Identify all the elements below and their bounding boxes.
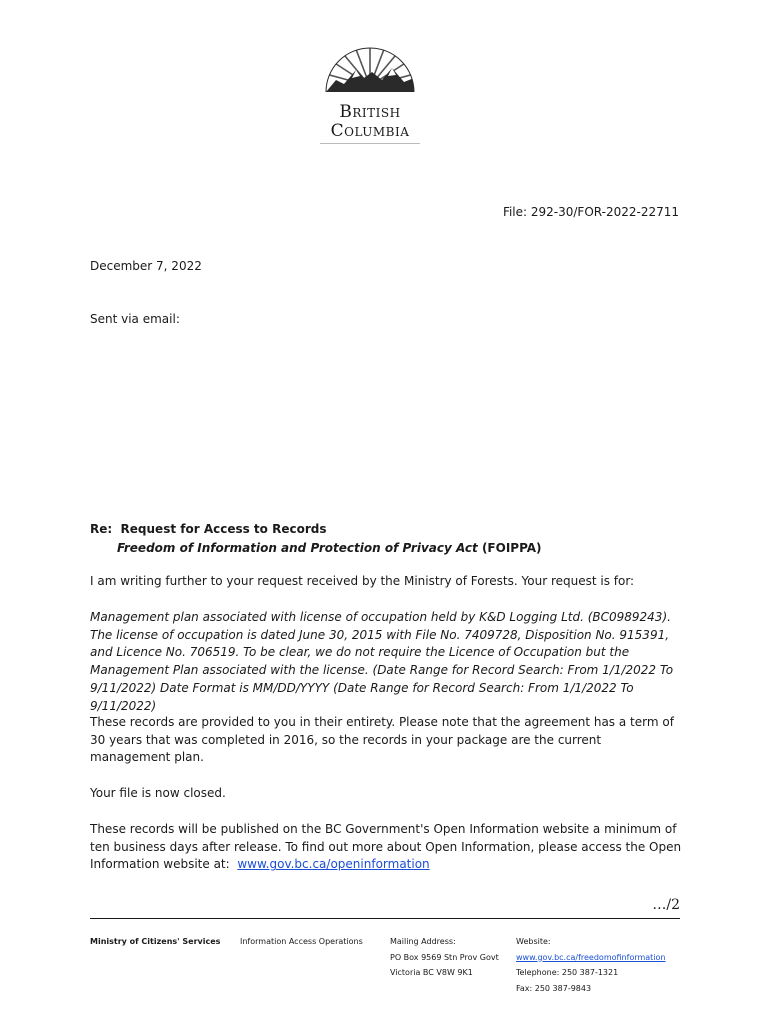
sent-via-line: Sent via email: — [90, 312, 180, 326]
publish-text: These records will be published on the BC Government's Open Information website a minimum of ten business days after release. To find out more about Open Information, please access the Open Information website at: — [90, 822, 682, 872]
open-information-link[interactable]: www.gov.bc.ca/openinformation — [237, 857, 430, 872]
logo-word-british: British — [339, 102, 401, 122]
act-line — [90, 539, 542, 558]
mailing-line-1: PO Box 9569 Stn Prov Govt — [390, 952, 499, 962]
re-subject: Request for Access to Records — [120, 522, 327, 536]
letter-date: December 7, 2022 — [90, 259, 202, 273]
logo-divider — [320, 143, 420, 144]
footer-mailing-address — [390, 934, 499, 981]
fax-number: Fax: 250 387-9843 — [516, 983, 592, 993]
freedom-of-information-link[interactable]: www.gov.bc.ca/freedomofinformation — [516, 952, 666, 962]
footer-office: Information Access Operations — [240, 937, 363, 946]
continuation-mark: …/2 — [652, 897, 680, 913]
footer-divider — [90, 918, 680, 919]
subject-block — [90, 520, 542, 558]
bc-government-logo — [312, 44, 428, 148]
footer-ministry: Ministry of Citizens' Services — [90, 937, 221, 946]
telephone-number: Telephone: 250 387-1321 — [516, 968, 619, 977]
file-closed-paragraph: Your file is now closed. — [90, 786, 226, 800]
mailing-line-2: Victoria BC V8W 9K1 — [390, 968, 473, 977]
act-abbreviation: (FOIPPA) — [481, 541, 542, 555]
intro-paragraph: I am writing further to your request received by the Ministry of Forests. Your request is for: — [90, 574, 635, 588]
website-label: Website: — [516, 937, 551, 946]
sun-mountains-emblem — [312, 44, 428, 102]
logo-word-columbia: Columbia — [330, 121, 410, 141]
subject-line — [90, 520, 542, 539]
request-quote: Management plan associated with license of occupation held by K&D Logging Ltd. (BC0989243). The license of occupation is dated June 30, 2015 with File No. 7409728, Disposition No. 915391, and Licence No. 706519. To be clear, we do not require the Licence of Occupation but the Management Plan associated with the license. (Date Range for Record Search: From 1/1/2022 To 9/11/2022) Date Format is MM/DD/YYYY (Date Range for Record Search: From 1/1/2022 To 9/11/2022) — [90, 610, 674, 713]
records-paragraph: These records are provided to you in their entirety. Please note that the agreement has a term of 30 years that was completed in 2016, so the records in your package are the current management plan. — [90, 715, 674, 765]
act-name: Freedom of Information and Protection of Privacy Act — [117, 541, 478, 555]
mailing-label: Mailing Address: — [390, 937, 456, 946]
publish-paragraph — [90, 821, 690, 874]
file-reference: File: 292-30/FOR-2022-22711 — [502, 205, 679, 219]
footer-contact — [516, 934, 666, 996]
re-label: Re: — [90, 522, 113, 536]
